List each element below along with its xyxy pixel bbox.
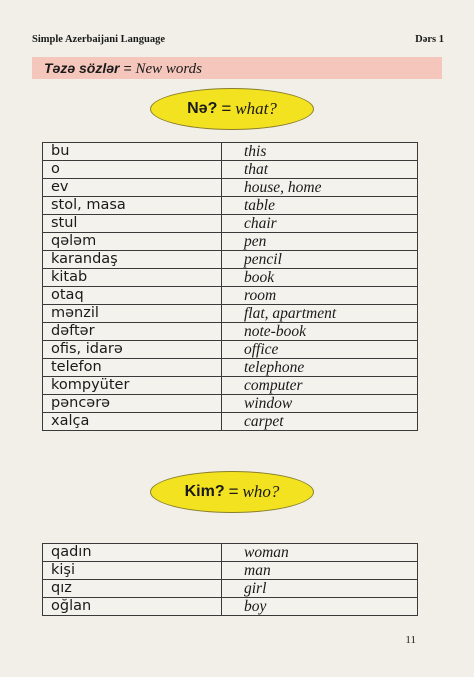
english-translation: office bbox=[222, 341, 418, 359]
english-translation: pencil bbox=[222, 251, 418, 269]
azerbaijani-word: o bbox=[43, 161, 222, 179]
english-translation: woman bbox=[222, 544, 418, 562]
english-translation: pen bbox=[222, 233, 418, 251]
english-translation: this bbox=[222, 143, 418, 161]
azerbaijani-word: pəncərə bbox=[43, 395, 222, 413]
azerbaijani-word: ev bbox=[43, 179, 222, 197]
vocab-row bbox=[43, 233, 418, 251]
english-translation: boy bbox=[222, 598, 418, 616]
azerbaijani-word: otaq bbox=[43, 287, 222, 305]
english-translation: room bbox=[222, 287, 418, 305]
vocab-table-who bbox=[42, 543, 418, 616]
azerbaijani-word: qadın bbox=[43, 544, 222, 562]
english-translation: window bbox=[222, 395, 418, 413]
english-translation: computer bbox=[222, 377, 418, 395]
azerbaijani-word: kompyüter bbox=[43, 377, 222, 395]
english-translation: chair bbox=[222, 215, 418, 233]
vocab-row bbox=[43, 562, 418, 580]
english-translation: flat, apartment bbox=[222, 305, 418, 323]
vocab-row bbox=[43, 359, 418, 377]
vocab-row bbox=[43, 413, 418, 431]
azerbaijani-word: qələm bbox=[43, 233, 222, 251]
azerbaijani-word: ofis, idarə bbox=[43, 341, 222, 359]
vocab-row bbox=[43, 377, 418, 395]
azerbaijani-word: kişi bbox=[43, 562, 222, 580]
vocab-table-what bbox=[42, 142, 418, 431]
english-translation: that bbox=[222, 161, 418, 179]
azerbaijani-word: bu bbox=[43, 143, 222, 161]
what-question-pill bbox=[150, 88, 314, 130]
new-words-banner bbox=[32, 57, 442, 79]
azerbaijani-word: telefon bbox=[43, 359, 222, 377]
pill-question: Nə? bbox=[187, 100, 218, 117]
lesson-label: Dərs 1 bbox=[415, 34, 444, 45]
english-translation: telephone bbox=[222, 359, 418, 377]
banner-en-text: New words bbox=[135, 61, 202, 77]
pill-equals: = bbox=[221, 99, 232, 118]
vocab-row bbox=[43, 287, 418, 305]
vocab-row bbox=[43, 323, 418, 341]
pill-question: Kim? bbox=[184, 483, 225, 500]
vocab-row bbox=[43, 215, 418, 233]
azerbaijani-word: stul bbox=[43, 215, 222, 233]
english-translation: table bbox=[222, 197, 418, 215]
english-translation: house, home bbox=[222, 179, 418, 197]
azerbaijani-word: xalça bbox=[43, 413, 222, 431]
azerbaijani-word: dəftər bbox=[43, 323, 222, 341]
azerbaijani-word: kitab bbox=[43, 269, 222, 287]
english-translation: book bbox=[222, 269, 418, 287]
vocab-row bbox=[43, 395, 418, 413]
book-title: Simple Azerbaijani Language bbox=[32, 34, 166, 45]
vocab-row bbox=[43, 251, 418, 269]
page-number: 11 bbox=[405, 634, 416, 646]
vocab-row bbox=[43, 197, 418, 215]
english-translation: man bbox=[222, 562, 418, 580]
azerbaijani-word: mənzil bbox=[43, 305, 222, 323]
azerbaijani-word: stol, masa bbox=[43, 197, 222, 215]
vocab-row bbox=[43, 341, 418, 359]
vocab-row bbox=[43, 269, 418, 287]
english-translation: carpet bbox=[222, 413, 418, 431]
azerbaijani-word: oğlan bbox=[43, 598, 222, 616]
pill-answer: what? bbox=[235, 99, 277, 118]
who-question-pill bbox=[150, 471, 314, 513]
azerbaijani-word: qız bbox=[43, 580, 222, 598]
vocab-row bbox=[43, 179, 418, 197]
english-translation: note-book bbox=[222, 323, 418, 341]
pill-equals: = bbox=[228, 482, 239, 501]
vocab-row bbox=[43, 544, 418, 562]
running-header bbox=[32, 34, 444, 45]
pill-answer: who? bbox=[242, 482, 280, 501]
vocab-row bbox=[43, 580, 418, 598]
azerbaijani-word: karandaş bbox=[43, 251, 222, 269]
banner-equals: = bbox=[123, 60, 132, 76]
banner-az-text: Təzə sözlər bbox=[44, 60, 120, 76]
vocab-row bbox=[43, 143, 418, 161]
vocab-row bbox=[43, 161, 418, 179]
vocab-row bbox=[43, 305, 418, 323]
vocab-row bbox=[43, 598, 418, 616]
english-translation: girl bbox=[222, 580, 418, 598]
